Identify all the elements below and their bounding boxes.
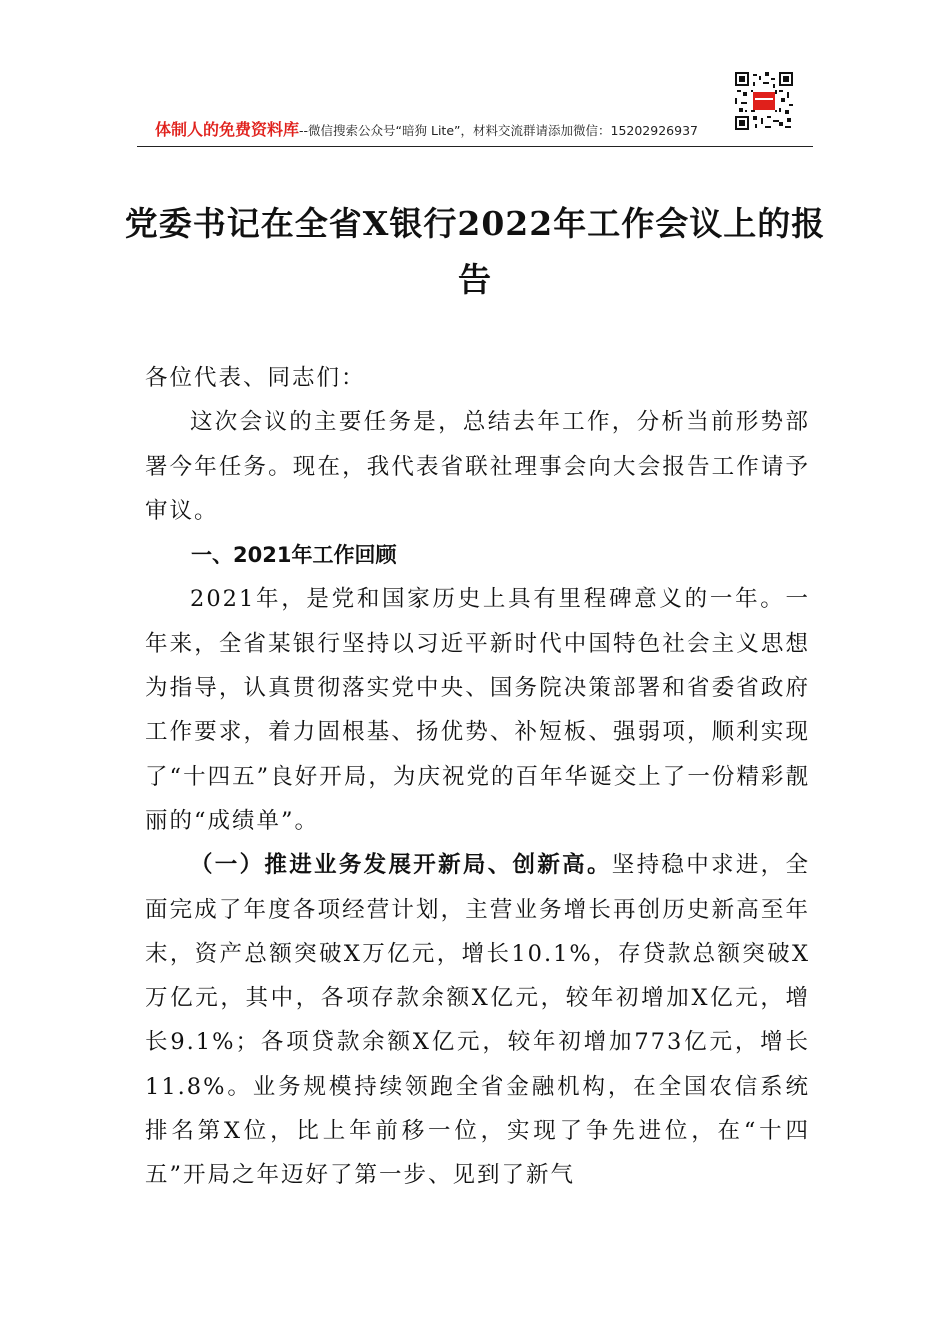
document-title: 党委书记在全省X银行2022年工作会议上的报告: [124, 204, 826, 299]
header-brand: 体制人的免费资料库: [155, 120, 300, 139]
paragraph-body: 坚持稳中求进，全面完成了年度各项经营计划，主营业务增长再创历史新高至年末，资产总额突破X万亿元，增长10.1%，存贷款总额突破X万亿元，其中，各项存款余额X亿元，较年初增加X亿元，增长9.1%；各项贷款余额X亿元，较年初增加773亿元，增长11.8%。业务规模持续领跑全省金融机构，在全国农信系统排名第X位，比上年前移一位，实现了争先进位，在“十四五”开局之年迈好了第一步、见到了新气: [145, 852, 810, 1189]
page-header: [137, 66, 813, 147]
salutation: 各位代表、同志们：: [145, 365, 366, 391]
paragraph-lead: （一）推进业务发展开新局、创新高。: [190, 852, 612, 879]
document-body: [145, 356, 810, 1198]
intro-paragraph: 这次会议的主要任务是，总结去年工作，分析当前形势部署今年任务。现在，我代表省联社理事会向大会报告工作请予审议。: [145, 409, 810, 524]
review-paragraph: 2021年，是党和国家历史上具有里程碑意义的一年。一年来，全省某银行坚持以习近平新时代中国特色社会主义思想为指导，认真贯彻落实党中央、国务院决策部署和省委省政府工作要求，着力固根基、扬优势、补短板、强弱项，顺利实现了“十四五”良好开局，为庆祝党的百年华诞交上了一份精彩靓丽的“成绩单”。: [145, 586, 810, 834]
business-paragraph: [145, 843, 810, 1197]
header-note: --微信搜索公众号“暗狗 Lite”，材料交流群请添加微信：15202926937: [299, 123, 698, 138]
qr-code-icon: [735, 72, 793, 130]
header-text: [155, 117, 698, 140]
section-heading: 一、2021年工作回顾: [191, 543, 397, 568]
